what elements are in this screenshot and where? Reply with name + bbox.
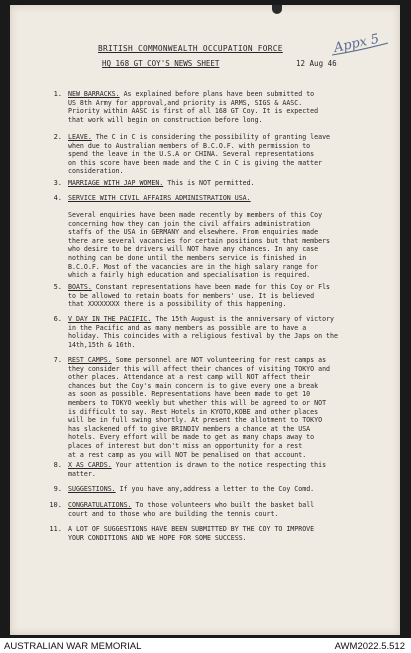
footer-accession-number: AWM2022.5.512 (334, 641, 405, 652)
document-subtitle: HQ 168 GT COY'S NEWS SHEET (102, 59, 220, 68)
document-title: BRITISH COMMONWEALTH OCCUPATION FORCE (98, 44, 283, 53)
handwritten-annotation (328, 25, 398, 65)
document-date: 12 Aug 46 (296, 59, 337, 68)
footer-collection-name: AUSTRALIAN WAR MEMORIAL (4, 641, 142, 652)
item4-paragraph: Several enquiries have been made recently by members of this Coy concerning how they can join the civil affairs administration staffs of the USA in GERMANY and elsewhere. From enquiries made there are several vacancies for certain positions but that members who desire to be drivers will NOT have any chances. In any case nothing can be done until the members service is finished in B.C.O.F. Most of the vacancies are in the high salary range for which a fairly high education and specialisation is required. (68, 211, 331, 280)
punch-hole (272, 5, 282, 14)
handwritten-note-text: Appx 5 (332, 31, 381, 56)
document-sheet: BRITISH COMMONWEALTH OCCUPATION FORCE HQ 168 GT COY'S NEWS SHEET 12 Aug 46 Appx 5 1. NEW BARRACKS. As explained before plans have been submitted to US 8th Army for approval,and priority is ARMS, SIGS & AASC. Priority within AASC is first of all 168 GT Coy. It is expected that work will begin on construction before long. 2. LEAVE. The C in C is considering the possibility of granting leave when due to Australian members of B.C.O.F. with permission to spend the leave in the U.S.A or CHINA. Several representations on this score have been made and the C in C is giving the matter consideration. 3. MARRIAGE WITH JAP WOMEN. This is NOT permitted. 4. SERVICE WITH CIVIL AFFAIRS ADMINISTRATION USA. Several enquiries have been made recently by members of this Coy concerning how they can join the civil affairs administration staffs of the USA in GERMANY and elsewhere. From enquiries made there are several vacancies for certain positions but that members who desire to be drivers will NOT have any chances. In any case nothing can be done until the members service is finished in B.C.O.F. Most of the vacancies are in the high salary range for which a fairly high education and specialisation is required. 5. BOATS. Constant representations have been made for this Coy or Fls to be allowed to retain boats for members' use. It is believed that XXXXXXXX there is a possibility of this happening. 6. V DAY IN THE PACIFIC. The 15th August is the anniversary of victory in the Pacific and as many members as possible are to have a holiday. This coincides with a religious festival by the Japs on the 14th,15th & 16th. 7. REST CAMPS. Some personnel are NOT volunteering for rest camps as they consider this will affect their chances of visiting TOKYO and other places. Attendance at a rest camp will NOT affect their chances but the Coy's main concern is to give every one a break as soon as possible. Representations have been made to get 10 members to TOKYO weekly but whether this will be agreed to or NOT is difficult to say. Rest Hotels in KYOTO,KOBE and other places will be in full swing shortly. At present the allotment to TOKYO has slackened off to give BRINDIV members a chance at the USA hotels. Every effort will be made to get as many chaps away to places of interest but don't miss an opportunity for a rest at a rest camp as you will NOT be penalised on that account. 8. X AS CARDS. Your attention is drawn to the notice respecting this matter. 9. SUGGESTIONS. If you have any,address a letter to the Coy Comd. 10. CONGRATULATIONS. To those volunteers who built the basket ball court and to those who are building the tennis court. 11. A LOT OF SUGGESTIONS HAVE BEEN SUBMITTED BY THE COY TO IMPROVE YOUR CONDITIONS AND WE HOPE FOR SOME SUCCESS. (10, 5, 400, 635)
